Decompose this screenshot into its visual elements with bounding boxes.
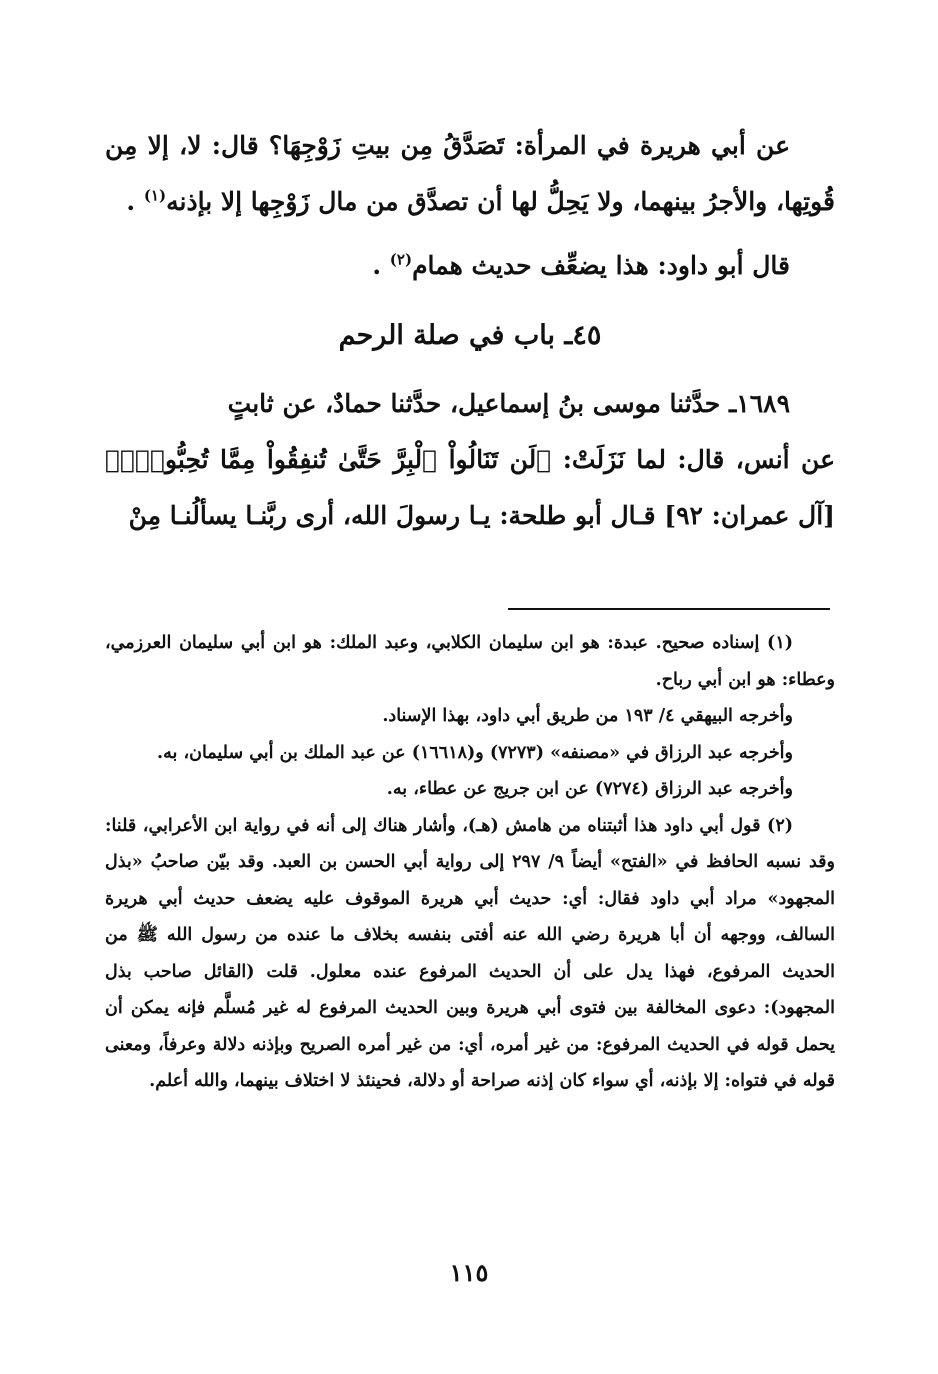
hadith-text: عن أبي هريرة في المرأة: تَصَدَّقُ مِن بيتِ زَوْجِهَا؟ قال: لا، إلا مِن قُوتِها، والأجرُ بينهما، ولا يَحِلُّ لها أن تصدَّق من مال زَوْجِها إلا بإذنه: [105, 131, 835, 216]
abu-dawud-comment: [105, 238, 835, 294]
hadith-paragraph: [105, 118, 835, 230]
footnote-ref-2: (٢): [389, 250, 413, 269]
footnote-divider: [508, 608, 830, 610]
footnote-1: (١) إسناده صحيح. عبدة: هو ابن سليمان الكلابي، وعبد الملك: هو ابن أبي سليمان العرزمي، وعطاء: هو ابن أبي رباح.: [105, 633, 835, 690]
footnote-2: (٢) قول أبي داود هذا أثبتناه من هامش (هـ)، وأشار هناك إلى أنه في رواية ابن الأعرابي، قلنا: وقد نسبه الحافظ في «الفتح» أيضاً ٩/ ٢٩٧ إلى رواية أبي الحسن بن العبد. وقد بيّن صاحبُ «بذل المجهود» مراد أبي داود فقال: أي: حديث أبي هريرة الموقوف عليه يضعف حديث أبي هريرة السالف، ووجهه أن أبا هريرة رضي الله عنه أفتى بنفسه بخلاف ما عنده من رسول الله ﷺ من الحديث المرفوع، فهذا يدل على أن الحديث المرفوع عنده معلول. قلت (القائل صاحب بذل المجهود): دعوى المخالفة بين فتوى أبي هريرة وبين الحديث المرفوع له غير مُسلَّم فإنه يمكن أن يحمل قوله في الحديث المرفوع: من غير أمره، أي: من غير أمره الصريح وبإذنه دلالة وعرفاً، ومعنى قوله في فتواه: إلا بإذنه، أي سواء كان إذنه صراحة أو دلالة، فحينئذ لا اختلاف بينهما، والله أعلم.: [105, 815, 835, 1091]
page-number: ١١٥: [449, 1258, 489, 1287]
footnote-1-source-c: وأخرجه عبد الرزاق (٧٢٧٤) عن ابن جريج عن عطاء، به.: [386, 779, 793, 799]
comment-text: قال أبو داود: هذا يضعِّف حديث همام: [412, 251, 790, 280]
chapter-title: ٤٥ـ باب في صلة الرحم: [338, 320, 602, 351]
footnotes: [105, 625, 835, 1100]
main-text: [105, 118, 835, 544]
hadith-isnad: ١٦٨٩ـ حدَّثنا موسى بنُ إسماعيل، حدَّثنا حمادٌ، عن ثابتٍ: [227, 389, 790, 418]
footnote-ref-1: (١): [143, 186, 167, 205]
hadith-end: .: [126, 187, 144, 216]
comment-end: .: [372, 251, 390, 280]
hadith-matn: عن أنس، قال: لما نَزَلَتْ: ﴿لَن تَنَالُواْ ٱلْبِرَّ حَتَّىٰ تُنفِقُواْ مِمَّا تُحِبُّونَۚ﴾ [آل عمران: ٩٢] قـال أبو طلحة: يـا رسولَ الله، أرى ربَّنـا يسألُنـا مِنْ: [105, 445, 835, 530]
footnote-1-source-a: وأخرجه البيهقي ٤/ ١٩٣ من طريق أبي داود، بهذا الإسناد.: [382, 706, 793, 726]
footnote-1-source-b: وأخرجه عبد الرزاق في «مصنفه» (٧٢٧٣) و(١٦٦١٨) عن عبد الملك بن أبي سليمان، به.: [157, 742, 793, 763]
